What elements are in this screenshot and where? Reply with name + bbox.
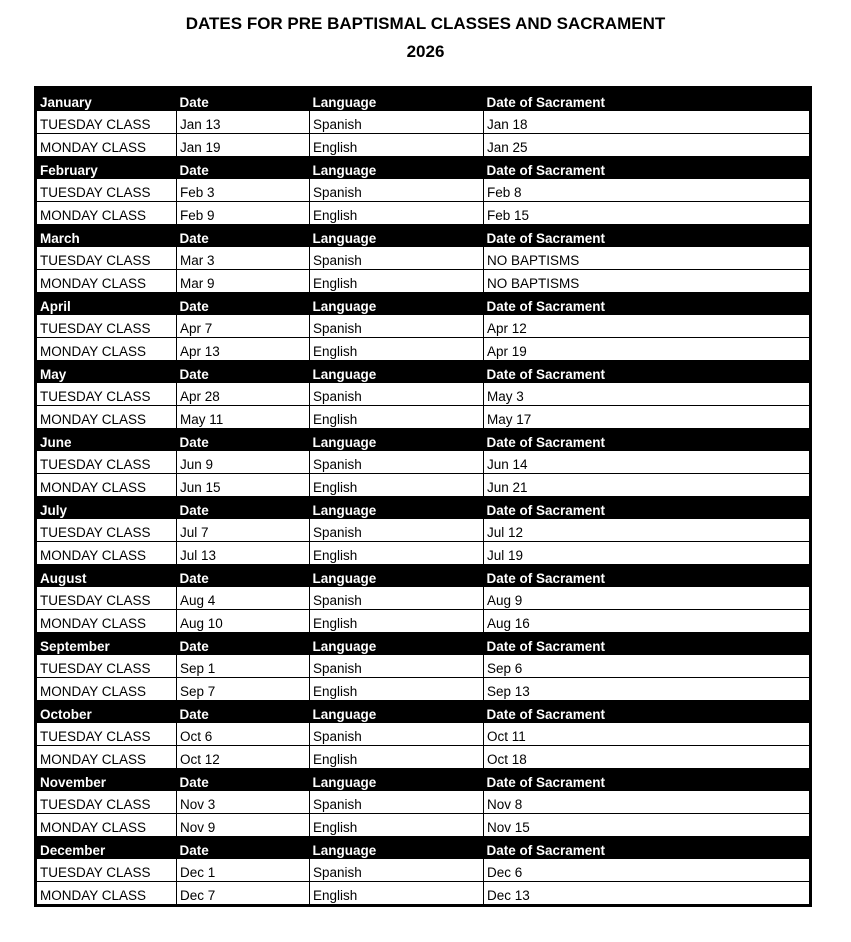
sacrament-cell: Jan 18: [484, 111, 811, 134]
class-cell: MONDAY CLASS: [36, 474, 177, 497]
language-cell: Spanish: [310, 315, 484, 338]
date-cell: Sep 7: [177, 678, 310, 701]
class-cell: TUESDAY CLASS: [36, 791, 177, 814]
language-cell: Spanish: [310, 179, 484, 202]
table-row: [36, 451, 811, 474]
table-row: [36, 814, 811, 837]
header-sacrament: Date of Sacrament: [484, 88, 811, 112]
language-cell: English: [310, 882, 484, 906]
table-row: [36, 338, 811, 361]
sacrament-cell: May 17: [484, 406, 811, 429]
header-language: Language: [310, 88, 484, 112]
header-sacrament: Date of Sacrament: [484, 429, 811, 452]
table-row: [36, 406, 811, 429]
table-row: [36, 247, 811, 270]
sacrament-cell: Jan 25: [484, 134, 811, 157]
header-sacrament: Date of Sacrament: [484, 837, 811, 860]
header-sacrament: Date of Sacrament: [484, 701, 811, 724]
header-date: Date: [177, 225, 310, 248]
header-language: Language: [310, 701, 484, 724]
month-header-row: [36, 701, 811, 724]
month-header-row: [36, 361, 811, 384]
date-cell: Sep 1: [177, 655, 310, 678]
sacrament-cell: Oct 18: [484, 746, 811, 769]
date-cell: Jul 7: [177, 519, 310, 542]
header-sacrament: Date of Sacrament: [484, 769, 811, 792]
language-cell: Spanish: [310, 247, 484, 270]
date-cell: Dec 1: [177, 859, 310, 882]
header-sacrament: Date of Sacrament: [484, 157, 811, 180]
date-cell: Dec 7: [177, 882, 310, 906]
month-header-row: [36, 837, 811, 860]
table-row: [36, 587, 811, 610]
table-row: [36, 723, 811, 746]
month-name: November: [36, 769, 177, 792]
month-name: August: [36, 565, 177, 588]
header-language: Language: [310, 429, 484, 452]
class-cell: MONDAY CLASS: [36, 678, 177, 701]
sacrament-cell: Jul 19: [484, 542, 811, 565]
header-language: Language: [310, 837, 484, 860]
schedule-body: [36, 88, 811, 906]
date-cell: May 11: [177, 406, 310, 429]
class-cell: MONDAY CLASS: [36, 882, 177, 906]
header-date: Date: [177, 293, 310, 316]
class-cell: TUESDAY CLASS: [36, 519, 177, 542]
language-cell: English: [310, 542, 484, 565]
language-cell: English: [310, 338, 484, 361]
date-cell: Apr 7: [177, 315, 310, 338]
month-name: July: [36, 497, 177, 520]
sacrament-cell: Nov 15: [484, 814, 811, 837]
language-cell: English: [310, 202, 484, 225]
language-cell: English: [310, 474, 484, 497]
month-name: June: [36, 429, 177, 452]
table-row: [36, 134, 811, 157]
month-name: December: [36, 837, 177, 860]
date-cell: Jan 13: [177, 111, 310, 134]
date-cell: Jun 15: [177, 474, 310, 497]
date-cell: Jun 9: [177, 451, 310, 474]
language-cell: Spanish: [310, 723, 484, 746]
table-row: [36, 882, 811, 906]
language-cell: Spanish: [310, 383, 484, 406]
header-language: Language: [310, 157, 484, 180]
class-cell: MONDAY CLASS: [36, 202, 177, 225]
table-row: [36, 542, 811, 565]
page-year: 2026: [406, 42, 445, 61]
month-name: October: [36, 701, 177, 724]
language-cell: English: [310, 678, 484, 701]
table-row: [36, 791, 811, 814]
header-language: Language: [310, 497, 484, 520]
table-row: [36, 315, 811, 338]
language-cell: English: [310, 610, 484, 633]
class-cell: MONDAY CLASS: [36, 542, 177, 565]
header-language: Language: [310, 633, 484, 656]
language-cell: English: [310, 134, 484, 157]
date-cell: Feb 9: [177, 202, 310, 225]
class-cell: MONDAY CLASS: [36, 338, 177, 361]
class-cell: TUESDAY CLASS: [36, 315, 177, 338]
header-date: Date: [177, 497, 310, 520]
sacrament-cell: NO BAPTISMS: [484, 270, 811, 293]
header-date: Date: [177, 565, 310, 588]
class-cell: MONDAY CLASS: [36, 270, 177, 293]
header-language: Language: [310, 293, 484, 316]
header-date: Date: [177, 769, 310, 792]
header-date: Date: [177, 429, 310, 452]
sacrament-cell: Jul 12: [484, 519, 811, 542]
header-date: Date: [177, 837, 310, 860]
header-language: Language: [310, 225, 484, 248]
class-cell: TUESDAY CLASS: [36, 383, 177, 406]
table-row: [36, 678, 811, 701]
month-header-row: [36, 565, 811, 588]
language-cell: English: [310, 270, 484, 293]
class-cell: TUESDAY CLASS: [36, 655, 177, 678]
date-cell: Nov 3: [177, 791, 310, 814]
language-cell: English: [310, 406, 484, 429]
sacrament-cell: Dec 13: [484, 882, 811, 906]
sacrament-cell: NO BAPTISMS: [484, 247, 811, 270]
header-date: Date: [177, 361, 310, 384]
language-cell: English: [310, 746, 484, 769]
class-cell: TUESDAY CLASS: [36, 247, 177, 270]
class-cell: TUESDAY CLASS: [36, 587, 177, 610]
language-cell: Spanish: [310, 111, 484, 134]
month-header-row: [36, 633, 811, 656]
sacrament-cell: May 3: [484, 383, 811, 406]
table-row: [36, 270, 811, 293]
sacrament-cell: Sep 6: [484, 655, 811, 678]
class-cell: TUESDAY CLASS: [36, 111, 177, 134]
language-cell: English: [310, 814, 484, 837]
page-title: DATES FOR PRE BAPTISMAL CLASSES AND SACRAMENT: [185, 14, 666, 33]
date-cell: Aug 10: [177, 610, 310, 633]
date-cell: Oct 12: [177, 746, 310, 769]
table-row: [36, 474, 811, 497]
header-date: Date: [177, 633, 310, 656]
date-cell: Jul 13: [177, 542, 310, 565]
schedule-table: [34, 86, 812, 907]
month-header-row: [36, 157, 811, 180]
header-sacrament: Date of Sacrament: [484, 497, 811, 520]
header-sacrament: Date of Sacrament: [484, 293, 811, 316]
sacrament-cell: Jun 21: [484, 474, 811, 497]
table-row: [36, 111, 811, 134]
header-language: Language: [310, 565, 484, 588]
header-sacrament: Date of Sacrament: [484, 361, 811, 384]
header-date: Date: [177, 157, 310, 180]
header-sacrament: Date of Sacrament: [484, 565, 811, 588]
date-cell: Feb 3: [177, 179, 310, 202]
date-cell: Jan 19: [177, 134, 310, 157]
class-cell: TUESDAY CLASS: [36, 451, 177, 474]
class-cell: MONDAY CLASS: [36, 610, 177, 633]
month-name: January: [36, 88, 177, 112]
table-row: [36, 519, 811, 542]
header-date: Date: [177, 88, 310, 112]
language-cell: Spanish: [310, 519, 484, 542]
month-header-row: [36, 225, 811, 248]
sacrament-cell: Apr 12: [484, 315, 811, 338]
date-cell: Apr 13: [177, 338, 310, 361]
class-cell: TUESDAY CLASS: [36, 859, 177, 882]
sacrament-cell: Sep 13: [484, 678, 811, 701]
language-cell: Spanish: [310, 859, 484, 882]
date-cell: Oct 6: [177, 723, 310, 746]
class-cell: MONDAY CLASS: [36, 814, 177, 837]
month-header-row: [36, 769, 811, 792]
table-row: [36, 610, 811, 633]
sacrament-cell: Nov 8: [484, 791, 811, 814]
sacrament-cell: Feb 8: [484, 179, 811, 202]
class-cell: MONDAY CLASS: [36, 406, 177, 429]
date-cell: Nov 9: [177, 814, 310, 837]
sacrament-cell: Jun 14: [484, 451, 811, 474]
class-cell: MONDAY CLASS: [36, 746, 177, 769]
class-cell: MONDAY CLASS: [36, 134, 177, 157]
header-sacrament: Date of Sacrament: [484, 633, 811, 656]
date-cell: Apr 28: [177, 383, 310, 406]
header-language: Language: [310, 361, 484, 384]
sacrament-cell: Aug 9: [484, 587, 811, 610]
sacrament-cell: Aug 16: [484, 610, 811, 633]
month-header-row: [36, 88, 811, 112]
language-cell: Spanish: [310, 791, 484, 814]
header-sacrament: Date of Sacrament: [484, 225, 811, 248]
sacrament-cell: Dec 6: [484, 859, 811, 882]
sacrament-cell: Feb 15: [484, 202, 811, 225]
class-cell: TUESDAY CLASS: [36, 179, 177, 202]
header-date: Date: [177, 701, 310, 724]
table-row: [36, 859, 811, 882]
header-language: Language: [310, 769, 484, 792]
language-cell: Spanish: [310, 451, 484, 474]
month-name: September: [36, 633, 177, 656]
month-name: April: [36, 293, 177, 316]
month-header-row: [36, 293, 811, 316]
month-header-row: [36, 429, 811, 452]
language-cell: Spanish: [310, 655, 484, 678]
class-cell: TUESDAY CLASS: [36, 723, 177, 746]
date-cell: Aug 4: [177, 587, 310, 610]
language-cell: Spanish: [310, 587, 484, 610]
month-name: May: [36, 361, 177, 384]
date-cell: Mar 9: [177, 270, 310, 293]
month-name: February: [36, 157, 177, 180]
sacrament-cell: Apr 19: [484, 338, 811, 361]
date-cell: Mar 3: [177, 247, 310, 270]
table-row: [36, 202, 811, 225]
table-row: [36, 655, 811, 678]
table-row: [36, 746, 811, 769]
month-header-row: [36, 497, 811, 520]
table-row: [36, 383, 811, 406]
table-row: [36, 179, 811, 202]
month-name: March: [36, 225, 177, 248]
sacrament-cell: Oct 11: [484, 723, 811, 746]
